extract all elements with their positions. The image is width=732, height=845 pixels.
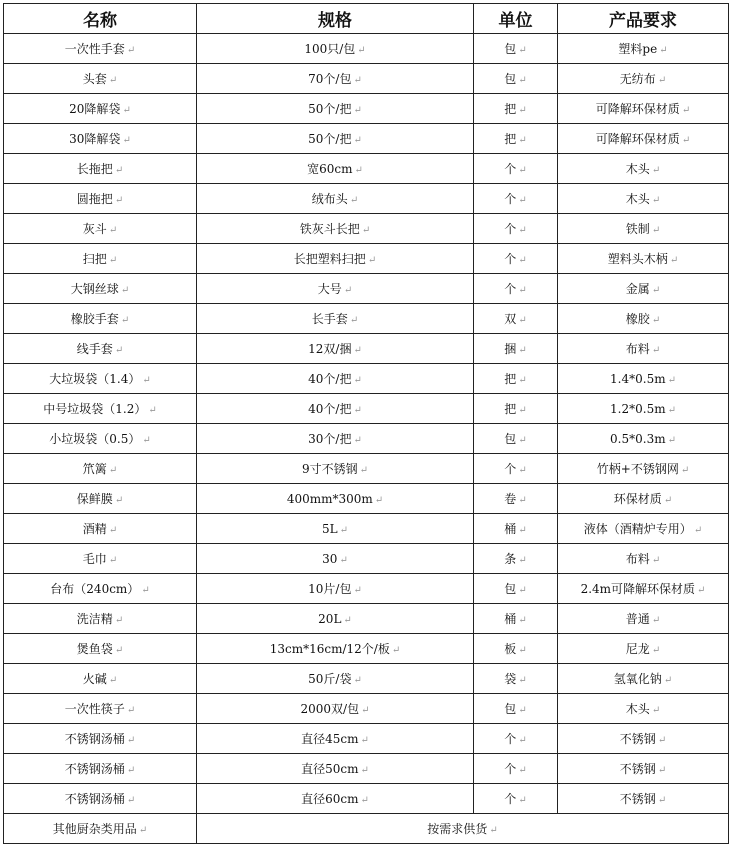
table-row [4,304,729,334]
table-row [4,244,729,274]
item-name-cell: 酒精 ↵ [4,514,197,544]
spec-cell: 12双/捆 ↵ [197,334,474,364]
unit-cell: 个 ↵ [474,754,558,784]
table-row [4,94,729,124]
requirement-cell: 可降解环保材质 ↵ [558,94,729,124]
header-requirement: 产品要求 [558,4,729,34]
spec-cell: 2000双/包 ↵ [197,694,474,724]
table-row [4,754,729,784]
table-row [4,634,729,664]
requirement-cell: 0.5*0.3m ↵ [558,424,729,454]
requirement-cell: 橡胶 ↵ [558,304,729,334]
unit-cell: 个 ↵ [474,274,558,304]
header-name: 名称 [4,4,197,34]
table-row [4,484,729,514]
unit-cell: 个 ↵ [474,214,558,244]
spec-cell: 长手套 ↵ [197,304,474,334]
unit-cell: 卷 ↵ [474,484,558,514]
spec-cell: 直径60cm ↵ [197,784,474,814]
table-row [4,784,729,814]
header-spec: 规格 [197,4,474,34]
item-name-cell: 线手套 ↵ [4,334,197,364]
spec-cell: 70个/包 ↵ [197,64,474,94]
requirement-cell: 不锈钢 ↵ [558,724,729,754]
table-row [4,424,729,454]
spec-cell: 50个/把 ↵ [197,94,474,124]
requirement-cell: 2.4m可降解环保材质 ↵ [558,574,729,604]
item-name-cell: 毛巾 ↵ [4,544,197,574]
item-name-cell: 大钢丝球 ↵ [4,274,197,304]
requirement-cell: 木头 ↵ [558,694,729,724]
table-row [4,604,729,634]
table-row [4,694,729,724]
spec-cell: 直径50cm ↵ [197,754,474,784]
requirement-cell: 竹柄+不锈钢网 ↵ [558,454,729,484]
table-row [4,724,729,754]
item-name-cell: 30降解袋 ↵ [4,124,197,154]
item-name-cell: 圆拖把 ↵ [4,184,197,214]
item-name-cell: 火碱 ↵ [4,664,197,694]
item-name-cell: 一次性手套 ↵ [4,34,197,64]
unit-cell: 把 ↵ [474,124,558,154]
table-row [4,34,729,64]
spec-cell: 大号 ↵ [197,274,474,304]
table-row [4,364,729,394]
requirement-cell: 尼龙 ↵ [558,634,729,664]
unit-cell: 把 ↵ [474,94,558,124]
unit-cell: 个 ↵ [474,724,558,754]
table-row [4,274,729,304]
unit-cell: 双 ↵ [474,304,558,334]
item-name-cell: 煲鱼袋 ↵ [4,634,197,664]
item-name-cell: 不锈钢汤桶 ↵ [4,754,197,784]
requirement-cell: 氢氧化钠 ↵ [558,664,729,694]
requirement-cell: 塑料pe ↵ [558,34,729,64]
table-row [4,184,729,214]
table-row [4,574,729,604]
requirement-cell: 木头 ↵ [558,184,729,214]
item-name-cell: 长拖把 ↵ [4,154,197,184]
unit-cell: 个 ↵ [474,184,558,214]
item-name-cell: 小垃圾袋（0.5） ↵ [4,424,197,454]
requirement-cell: 布料 ↵ [558,544,729,574]
spec-cell: 10片/包 ↵ [197,574,474,604]
item-name-cell: 橡胶手套 ↵ [4,304,197,334]
table-row [4,64,729,94]
unit-cell: 包 ↵ [474,694,558,724]
requirement-cell: 铁制 ↵ [558,214,729,244]
item-name-cell: 灰斗 ↵ [4,214,197,244]
requirement-cell: 木头 ↵ [558,154,729,184]
footer-name: 其他厨杂类用品 ↵ [4,814,197,844]
requirement-cell: 1.4*0.5m ↵ [558,364,729,394]
item-name-cell: 保鲜膜 ↵ [4,484,197,514]
spec-cell: 50斤/袋 ↵ [197,664,474,694]
unit-cell: 包 ↵ [474,34,558,64]
spec-cell: 铁灰斗长把 ↵ [197,214,474,244]
unit-cell: 条 ↵ [474,544,558,574]
spec-cell: 绒布头 ↵ [197,184,474,214]
table-row [4,394,729,424]
spec-cell: 9寸不锈钢 ↵ [197,454,474,484]
spec-cell: 30 ↵ [197,544,474,574]
item-name-cell: 笊篱 ↵ [4,454,197,484]
table-row [4,664,729,694]
spec-cell: 直径45cm ↵ [197,724,474,754]
unit-cell: 桶 ↵ [474,514,558,544]
unit-cell: 包 ↵ [474,424,558,454]
footer-row [4,814,729,844]
requirement-cell: 金属 ↵ [558,274,729,304]
requirement-cell: 布料 ↵ [558,334,729,364]
requirement-cell: 不锈钢 ↵ [558,754,729,784]
unit-cell: 个 ↵ [474,454,558,484]
spec-cell: 长把塑料扫把 ↵ [197,244,474,274]
table-row [4,334,729,364]
spec-cell: 20L ↵ [197,604,474,634]
header-unit: 单位 [474,4,558,34]
item-name-cell: 中号垃圾袋（1.2） ↵ [4,394,197,424]
item-name-cell: 洗洁精 ↵ [4,604,197,634]
requirement-cell: 1.2*0.5m ↵ [558,394,729,424]
table-row [4,124,729,154]
footer-note: 按需求供货 ↵ [197,814,729,844]
requirement-cell: 可降解环保材质 ↵ [558,124,729,154]
spec-cell: 40个/把 ↵ [197,364,474,394]
unit-cell: 桶 ↵ [474,604,558,634]
unit-cell: 个 ↵ [474,784,558,814]
spec-cell: 400mm*300m ↵ [197,484,474,514]
unit-cell: 袋 ↵ [474,664,558,694]
spec-cell: 100只/包 ↵ [197,34,474,64]
requirement-cell: 塑料头木柄 ↵ [558,244,729,274]
table-row [4,214,729,244]
spec-cell: 5L ↵ [197,514,474,544]
unit-cell: 把 ↵ [474,364,558,394]
item-name-cell: 20降解袋 ↵ [4,94,197,124]
item-name-cell: 不锈钢汤桶 ↵ [4,784,197,814]
unit-cell: 个 ↵ [474,154,558,184]
unit-cell: 把 ↵ [474,394,558,424]
unit-cell: 包 ↵ [474,574,558,604]
item-name-cell: 台布（240cm） ↵ [4,574,197,604]
item-name-cell: 大垃圾袋（1.4） ↵ [4,364,197,394]
spec-cell: 13cm*16cm/12个/板 ↵ [197,634,474,664]
item-name-cell: 一次性筷子 ↵ [4,694,197,724]
requirement-cell: 液体（酒精炉专用） ↵ [558,514,729,544]
spec-cell: 宽60cm ↵ [197,154,474,184]
item-name-cell: 不锈钢汤桶 ↵ [4,724,197,754]
unit-cell: 捆 ↵ [474,334,558,364]
requirement-cell: 环保材质 ↵ [558,484,729,514]
spec-cell: 50个/把 ↵ [197,124,474,154]
table-row [4,454,729,484]
table-row [4,154,729,184]
spec-cell: 30个/把 ↵ [197,424,474,454]
requirement-cell: 普通 ↵ [558,604,729,634]
unit-cell: 个 ↵ [474,244,558,274]
requirement-cell: 无纺布 ↵ [558,64,729,94]
supply-table [3,3,729,844]
table-row [4,544,729,574]
table-row [4,514,729,544]
unit-cell: 板 ↵ [474,634,558,664]
item-name-cell: 头套 ↵ [4,64,197,94]
unit-cell: 包 ↵ [474,64,558,94]
requirement-cell: 不锈钢 ↵ [558,784,729,814]
header-row [4,4,729,34]
item-name-cell: 扫把 ↵ [4,244,197,274]
spec-cell: 40个/把 ↵ [197,394,474,424]
